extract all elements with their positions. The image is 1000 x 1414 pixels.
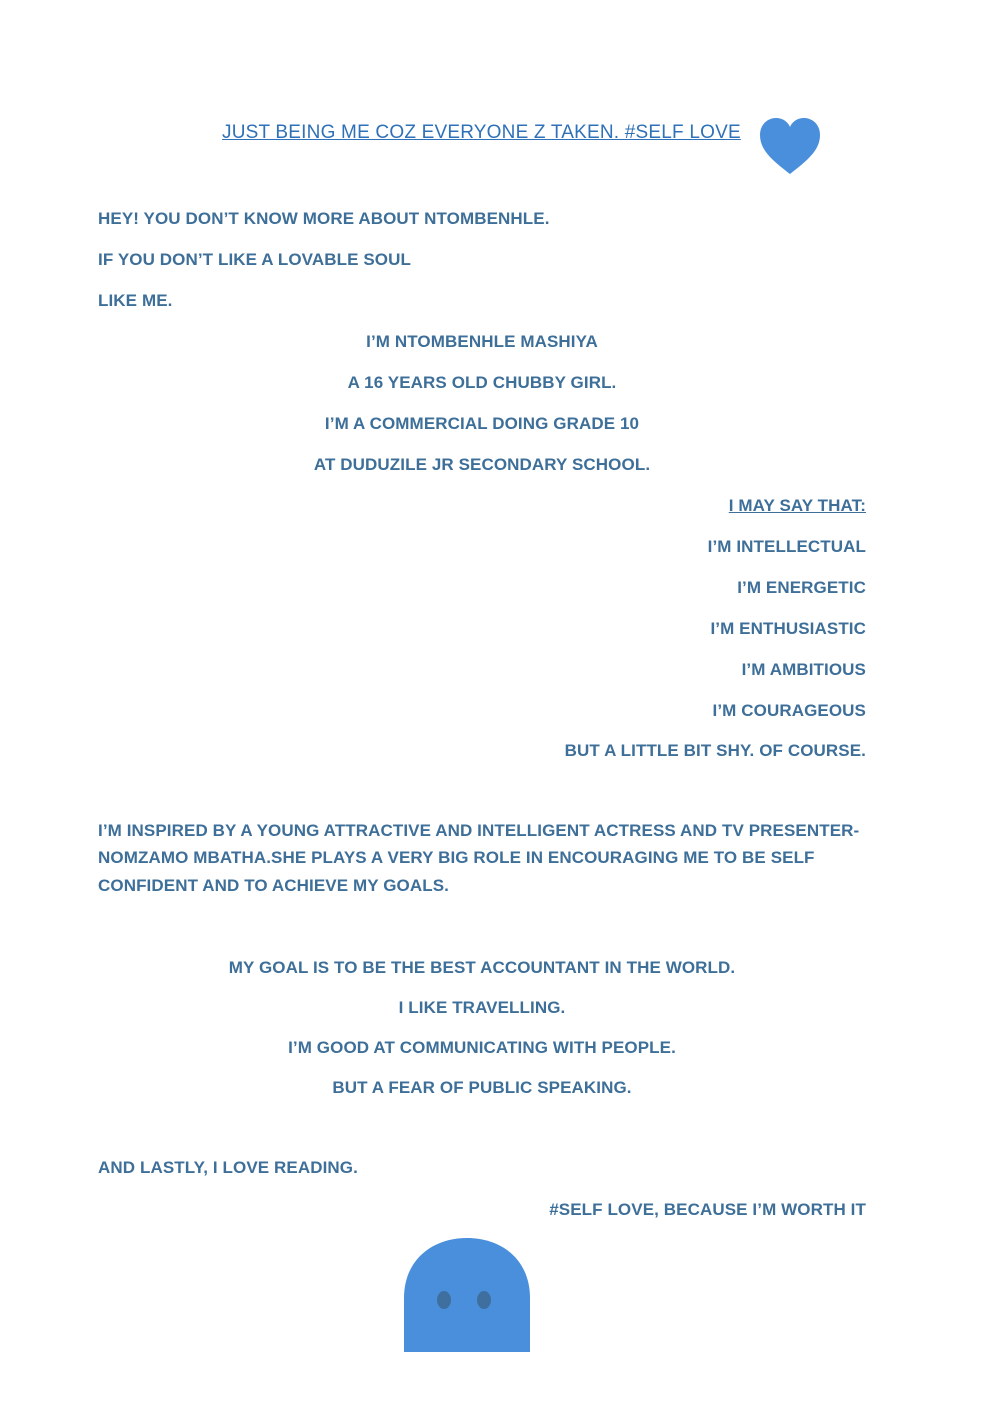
page-title: JUST BEING ME COZ EVERYONE Z TAKEN. #SELF LOVE — [222, 122, 741, 143]
intro-line-1: HEY! YOU DON’T KNOW MORE ABOUT NTOMBENHLE. — [98, 209, 550, 228]
trait-line-5: I’M COURAGEOUS — [712, 701, 866, 720]
goal-line-3: I’M GOOD AT COMMUNICATING WITH PEOPLE. — [288, 1038, 676, 1057]
goal-line-4: BUT A FEAR OF PUBLIC SPEAKING. — [332, 1078, 632, 1097]
signoff-line: #SELF LOVE, BECAUSE I’M WORTH IT — [549, 1200, 866, 1219]
about-line-2: A 16 YEARS OLD CHUBBY GIRL. — [347, 373, 617, 392]
inspiration-line-2: NOMZAMO MBATHA.SHE PLAYS A VERY BIG ROLE IN ENCOURAGING ME TO BE SELF — [98, 848, 815, 867]
heart-icon — [758, 116, 822, 176]
goal-line-1: MY GOAL IS TO BE THE BEST ACCOUNTANT IN THE WORLD. — [228, 958, 736, 977]
trait-line-1: I’M INTELLECTUAL — [707, 537, 866, 556]
trait-line-3: I’M ENTHUSIASTIC — [710, 619, 866, 638]
intro-line-3: LIKE ME. — [98, 291, 173, 310]
about-line-3: I’M A COMMERCIAL DOING GRADE 10 — [324, 414, 640, 433]
trait-line-6: BUT A LITTLE BIT SHY. OF COURSE. — [564, 741, 866, 760]
goal-line-2: I LIKE TRAVELLING. — [398, 998, 566, 1017]
inspiration-line-1: I’M INSPIRED BY A YOUNG ATTRACTIVE AND INTELLIGENT ACTRESS AND TV PRESENTER- — [98, 821, 860, 840]
closing-line: AND LASTLY, I LOVE READING. — [98, 1158, 358, 1177]
inspiration-line-3: CONFIDENT AND TO ACHIEVE MY GOALS. — [98, 876, 449, 895]
trait-line-4: I’M AMBITIOUS — [741, 660, 866, 679]
about-line-4: AT DUDUZILE JR SECONDARY SCHOOL. — [313, 455, 651, 474]
trait-line-2: I’M ENERGETIC — [737, 578, 866, 597]
about-line-1: I’M NTOMBENHLE MASHIYA — [366, 332, 598, 351]
traits-heading: I MAY SAY THAT: — [728, 496, 866, 515]
intro-line-2: IF YOU DON’T LIKE A LOVABLE SOUL — [98, 250, 411, 269]
blob-figure-icon — [402, 1236, 532, 1352]
